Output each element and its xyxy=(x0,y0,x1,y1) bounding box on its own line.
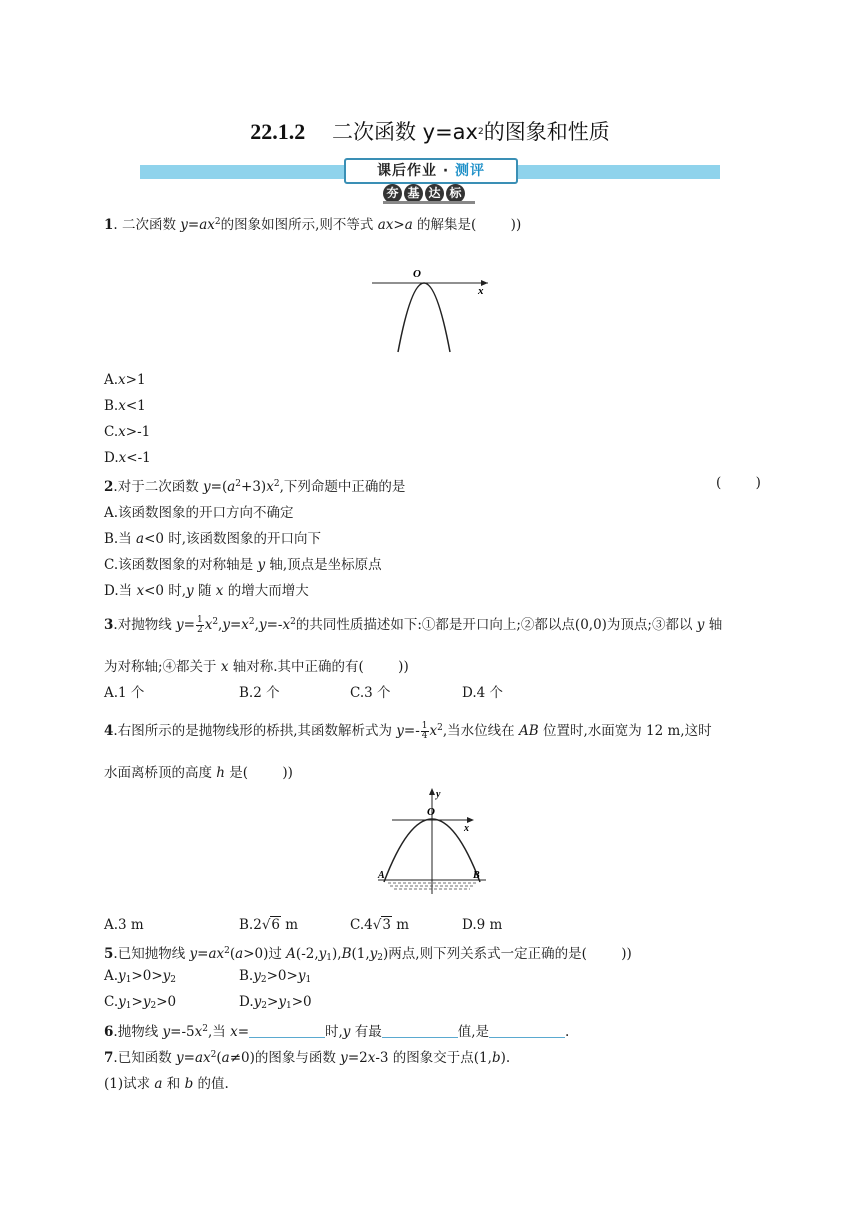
q4-bridge-arch-graph xyxy=(370,786,490,898)
q3-option-a: A.1 个 xyxy=(104,685,145,701)
q2-option-d: D.当 x<0 时,y 随 x 的增大而增大 xyxy=(104,583,309,599)
q5-stem: 5.已知抛物线 $y=ax^2(a>0)$过 $A(-2,y_1),B(1,y_2)$两点,则下列关系式一定正确的是( )) xyxy=(104,946,632,963)
point-a-label: A xyxy=(378,870,385,881)
q2-option-c: C.该函数图象的对称轴是 y 轴,顶点是坐标原点 xyxy=(104,557,382,573)
q2-option-b: B.当 a<0 时,该函数图象的开口向下 xyxy=(104,531,322,547)
q2-answer-paren: ( ) xyxy=(716,475,761,491)
q4-stem-line1: 4.右图所示的是抛物线形的桥拱,其函数解析式为 y=- $\frac{1}{4}$ $x^2$,当水位线在 AB 位置时,水面宽为 12 m,这时 xyxy=(104,721,712,741)
q6-blank-2[interactable] xyxy=(382,1025,458,1038)
banner-bar-right xyxy=(516,165,720,179)
q3-option-d: D.4 个 xyxy=(462,685,504,701)
q5-option-d: $D.y_2>y_1>0$ xyxy=(239,994,312,1011)
page-title: 22.1.2 二次函数 $y=ax^2$的图象和性质 xyxy=(250,119,610,144)
q1-option-c: C.x>-1 xyxy=(104,424,151,440)
q4-option-b: B.2√6 m xyxy=(239,917,299,933)
q1-parabola-graph xyxy=(366,244,496,356)
section-banner: 课后作业 · 测评 xyxy=(344,158,518,184)
x-axis-label: x xyxy=(464,823,469,834)
x-axis-label: x xyxy=(478,285,484,297)
q6-blank-3[interactable] xyxy=(489,1025,565,1038)
y-axis-label: y xyxy=(436,789,441,800)
q1-stem: 1. 二次函数 $y=ax^2$的图象如图所示,则不等式 ax>a 的解集是( )) xyxy=(104,217,522,233)
q4-option-a: A.3 m xyxy=(104,917,144,933)
q1-option-b: B.x<1 xyxy=(104,398,146,414)
q3-stem-line1: 3.对抛物线 y= $\frac{1}{2}$ $x^2,y=x^2,y=-x^2$的共同性质描述如下:①都是开口向上;②都以点(0,0)为顶点;③都以 y 轴 xyxy=(104,615,723,635)
q2-stem: 2.对于二次函数 $y=(a^2+3)x^2$,下列命题中正确的是 xyxy=(104,479,406,495)
q5-option-c: $C.y_1>y_2>0$ xyxy=(104,994,177,1011)
q4-stem-line2: 水面离桥顶的高度 h 是( )) xyxy=(104,765,293,781)
q1-option-d: D.x<-1 xyxy=(104,450,151,466)
q2-option-a: A.该函数图象的开口方向不确定 xyxy=(104,505,294,521)
q5-option-a: $A.y_1>0>y_2$ xyxy=(104,968,177,985)
banner-bar-left xyxy=(140,165,344,179)
origin-label: O xyxy=(413,268,421,280)
q3-stem-line2: 为对称轴;④都关于 x 轴对称.其中正确的有( )) xyxy=(104,659,409,675)
q6-stem: 6.抛物线 $y=-5x^2$,当 x= 时,y 有最 值,是 . xyxy=(104,1024,570,1040)
origin-label: O xyxy=(427,806,435,818)
q5-option-b: $B.y_2>0>y_1$ xyxy=(239,968,312,985)
q3-option-c: C.3 个 xyxy=(350,685,391,701)
q6-blank-1[interactable] xyxy=(249,1025,325,1038)
q7-stem: 7.已知函数 $y=ax^2(a\ne 0)$的图象与函数 y=2x-3 的图象交于点(1,b). xyxy=(104,1050,511,1066)
section-subbanner: 夯 基 达 标 xyxy=(383,184,475,204)
q4-option-c: C.4√3 m xyxy=(350,917,410,933)
q3-option-b: B.2 个 xyxy=(239,685,280,701)
q1-option-a: A.x>1 xyxy=(104,372,146,388)
point-b-label: B xyxy=(473,870,480,881)
q4-option-d: D.9 m xyxy=(462,917,503,933)
q7-sub1: (1)试求 a 和 b 的值. xyxy=(104,1076,229,1092)
